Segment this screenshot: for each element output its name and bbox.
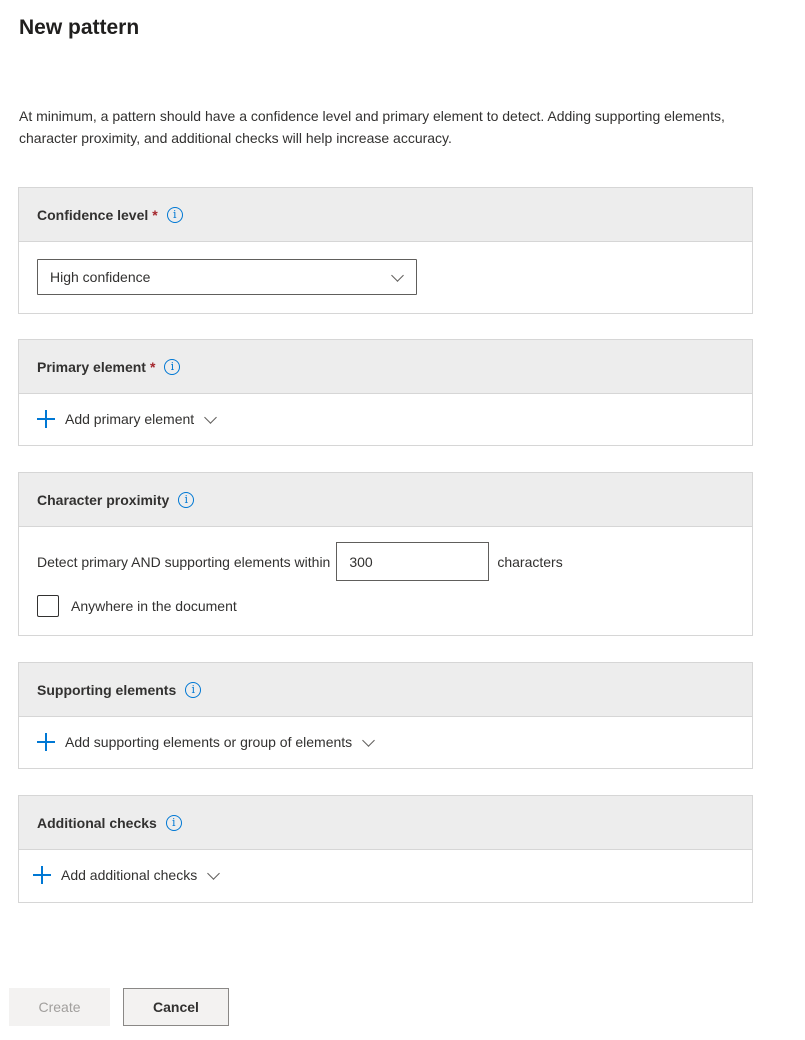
add-additional-checks-button[interactable] [19,850,752,900]
add-primary-element-label: Add primary element [65,411,195,427]
primary-element-section [18,339,753,446]
chevron-down-icon [362,734,375,747]
proximity-characters-input[interactable] [336,542,489,581]
info-icon[interactable]: i [178,492,194,508]
proximity-row [37,542,563,581]
proximity-prefix-label: Detect primary AND supporting elements within [37,553,331,570]
cancel-button[interactable]: Cancel [123,988,229,1026]
anywhere-in-document-checkbox[interactable] [37,595,59,617]
confidence-level-dropdown[interactable] [37,259,417,295]
supporting-elements-section [18,662,753,769]
plus-icon [37,733,55,751]
plus-icon [33,866,51,884]
confidence-level-heading: Confidence level [37,206,149,223]
page-title: New pattern [19,16,140,39]
add-primary-element-button[interactable] [19,394,752,444]
primary-element-header [19,340,752,394]
primary-element-heading: Primary element [37,358,146,375]
info-icon[interactable]: i [164,359,180,375]
confidence-level-section [18,187,753,314]
anywhere-in-document-row [37,595,237,617]
supporting-elements-heading: Supporting elements [37,681,177,698]
add-supporting-elements-label: Add supporting elements or group of elements [65,734,353,750]
proximity-suffix-label: characters [497,553,563,570]
supporting-elements-header [19,663,752,717]
chevron-down-icon [391,269,404,282]
additional-checks-heading: Additional checks [37,814,157,831]
info-icon[interactable]: i [166,815,182,831]
add-supporting-elements-button[interactable] [19,717,752,767]
confidence-level-value: High confidence [50,269,151,285]
page-description: At minimum, a pattern should have a confidence level and primary element to detect. Adding supporting elements, character proximity, and additional checks will help increase accuracy. [19,108,725,146]
info-icon[interactable]: i [185,682,201,698]
chevron-down-icon [204,411,217,424]
required-marker: * [152,206,158,223]
confidence-level-header [19,188,752,242]
additional-checks-section [18,795,753,903]
character-proximity-header [19,473,752,527]
required-marker: * [149,358,156,375]
character-proximity-section [18,472,753,636]
add-additional-checks-label: Add additional checks [61,867,198,883]
additional-checks-header [19,796,752,850]
plus-icon [37,410,55,428]
anywhere-in-document-label: Anywhere in the document [71,598,237,614]
chevron-down-icon [207,867,220,880]
create-button[interactable]: Create [9,988,110,1026]
character-proximity-heading: Character proximity [37,491,170,508]
info-icon[interactable]: i [167,207,183,223]
